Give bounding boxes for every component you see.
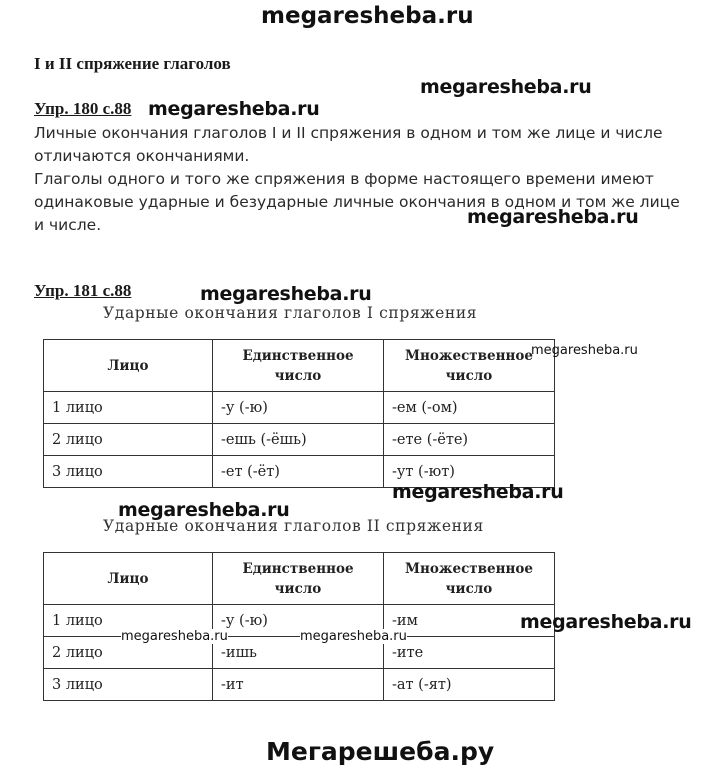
table-row [44, 424, 555, 456]
watermark[interactable]: megaresheba.ru [531, 343, 638, 358]
conjugation-table-2 [43, 552, 555, 701]
cell-plural: -ем (-ом) [384, 392, 555, 424]
exercise-181-heading: Упр. 181 с.88 [34, 281, 132, 300]
watermark[interactable]: megaresheba.ru [200, 283, 372, 305]
cell-singular: -ешь (-ёшь) [213, 424, 384, 456]
cell-person: 2 лицо [44, 637, 213, 669]
header-line: Множественное [405, 560, 533, 577]
cell-singular: -ет (-ёт) [213, 456, 384, 488]
cell-person: 2 лицо [44, 424, 213, 456]
cell-plural: -ат (-ят) [384, 669, 555, 701]
watermark[interactable]: megaresheba.ru [420, 76, 592, 98]
column-header-singular [213, 340, 384, 392]
column-header-plural [384, 553, 555, 605]
table-row [44, 669, 555, 701]
column-header-singular [213, 553, 384, 605]
cell-singular: -ит [213, 669, 384, 701]
cell-singular: -у (-ю) [213, 605, 384, 637]
header-line: число [274, 367, 322, 384]
conjugation-table-1 [43, 339, 555, 488]
watermark[interactable]: megaresheba.ru [467, 206, 639, 228]
table-header-row [44, 553, 555, 605]
cell-person: 1 лицо [44, 392, 213, 424]
watermark-bottom[interactable]: Мегарешеба.ру [266, 737, 495, 766]
table1-caption: Ударные окончания глаголов I спряжения [103, 304, 478, 322]
cell-singular: -у (-ю) [213, 392, 384, 424]
header-line: число [445, 367, 493, 384]
watermark[interactable]: megaresheba.ru [300, 629, 407, 644]
section-title: I и II спряжение глаголов [34, 54, 231, 73]
table-row [44, 392, 555, 424]
column-header-person: Лицо [44, 553, 213, 605]
cell-plural: -ите [384, 637, 555, 669]
header-line: Единственное [242, 560, 354, 577]
exercise-180-line: и числе. [34, 216, 102, 234]
exercise-180-line: отличаются окончаниями. [34, 147, 250, 165]
column-header-person: Лицо [44, 340, 213, 392]
exercise-180-line: Личные окончания глаголов I и II спряжения в одном и том же лице и числе [34, 124, 663, 142]
table-header-row [44, 340, 555, 392]
cell-singular: -ишь [213, 637, 384, 669]
cell-person: 1 лицо [44, 605, 213, 637]
watermark[interactable]: megaresheba.ru [520, 611, 692, 633]
cell-plural: -им [384, 605, 555, 637]
table2-caption: Ударные окончания глаголов II спряжения [103, 517, 484, 535]
exercise-180-line: Глаголы одного и того же спряжения в форме настоящего времени имеют [34, 170, 654, 188]
exercise-180-line: одинаковые ударные и безударные личные окончания в одном и том же лице [34, 193, 680, 211]
header-line: Множественное [405, 347, 533, 364]
watermark-top[interactable]: megaresheba.ru [261, 3, 474, 29]
exercise-180-heading: Упр. 180 с.88 [34, 99, 132, 118]
watermark[interactable]: megaresheba.ru [118, 499, 290, 521]
watermark[interactable]: megaresheba.ru [392, 481, 564, 503]
cell-person: 3 лицо [44, 456, 213, 488]
watermark[interactable]: megaresheba.ru [121, 629, 228, 644]
watermark[interactable]: megaresheba.ru [148, 98, 320, 120]
cell-plural: -ете (-ёте) [384, 424, 555, 456]
header-line: число [274, 580, 322, 597]
column-header-plural [384, 340, 555, 392]
cell-person: 3 лицо [44, 669, 213, 701]
cell-plural: -ут (-ют) [384, 456, 555, 488]
header-line: число [445, 580, 493, 597]
header-line: Единственное [242, 347, 354, 364]
